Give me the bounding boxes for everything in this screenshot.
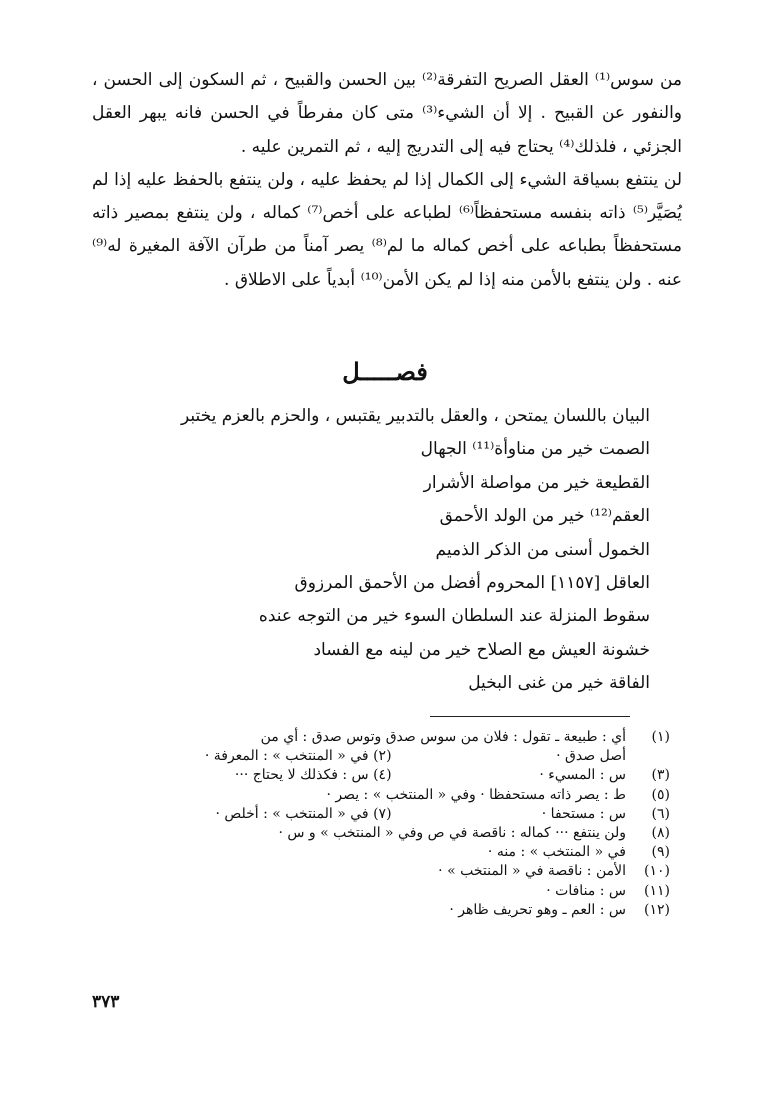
main-text	[92, 64, 682, 297]
footnote-6-7	[70, 805, 670, 824]
saying-line: القطيعة خير من مواصلة الأشرار	[423, 472, 650, 493]
section-heading: فصـــــل	[342, 357, 428, 386]
footnote-number: (١٢)	[644, 901, 670, 918]
footnote-text: في « المنتخب » : أخلص ·	[215, 805, 369, 822]
footnote-text: ط : يصر ذاته مستحفظا · وفي « المنتخب » : يصر ·	[326, 786, 626, 803]
footnote-number: (٢)	[373, 748, 392, 765]
saying-line: الخمول أسنى من الذكر الذميم	[435, 539, 650, 560]
footnote-text: س : منافات ·	[546, 882, 626, 899]
footnote-number: (١)	[651, 729, 670, 745]
footnote-text: س : مستحفا ·	[541, 805, 626, 822]
footnote-number: (٨)	[651, 825, 670, 842]
footnote-5	[70, 786, 670, 805]
footnote-12	[70, 901, 670, 920]
footnote-number: (٧)	[373, 805, 392, 822]
saying-line: العاقل [١١٥٧] المحروم أفضل من الأحمق المرزوق	[294, 573, 650, 594]
sayings-list	[120, 400, 650, 701]
saying-line: خشونة العيش مع الصلاح خير من لينه مع الفساد	[313, 639, 650, 660]
footnotes	[70, 728, 670, 920]
footnote-text: في « المنتخب » : منه ·	[487, 844, 626, 861]
footnote-number: (٩)	[651, 844, 670, 861]
page-number: ٣٧٣	[92, 992, 120, 1012]
footnote-number: (٤)	[373, 767, 392, 784]
saying-line: العقم⁽¹²⁾ خير من الولد الأحمق	[439, 506, 650, 527]
footnote-text: س : العم ـ وهو تحريف ظاهر ·	[449, 901, 626, 918]
footnote-number: (٥)	[651, 786, 670, 803]
saying-line: الفاقة خير من غنى البخيل	[468, 673, 650, 694]
footnote-8	[70, 824, 670, 843]
saying-line: البيان باللسان يمتحن ، والعقل بالتدبير يقتبس ، والحزم بالعزم يختبر	[181, 406, 650, 426]
footnote-1-2	[70, 747, 670, 766]
saying-line: سقوط المنزلة عند السلطان السوء خير من التوجه عنده	[258, 606, 650, 627]
footnote-divider	[430, 716, 630, 717]
footnote-text: في « المنتخب » : المعرفة ·	[204, 748, 369, 765]
footnote-text: س : المسيء ·	[539, 767, 626, 784]
footnote-number: (٣)	[651, 767, 670, 784]
footnote-text: الأمن : ناقصة في « المنتخب » ·	[438, 863, 626, 880]
paragraph-1: من سوس⁽¹⁾ العقل الصريح التفرقة⁽²⁾ بين الحسن والقبيح ، ثم السكون إلى الحسن ، والنفور عن القبيح . إلا أن الشيء⁽³⁾ متى كان مفرطاً في الحسن فانه يبهر العقل الجزئي ، فلذلك⁽⁴⁾ يحتاج فيه إلى التدريج إليه ، ثم التمرين عليه .	[92, 70, 682, 157]
paragraph-2: لن ينتفع بسياقة الشيء إلى الكمال إذا لم يحفظ عليه ، ولن ينتفع بالحفظ عليه إذا لم يُصَيَّر⁽⁵⁾ ذاته بنفسه مستحفظاً⁽⁶⁾ لطباعه على أخص⁽⁷⁾ كماله ، ولن ينتفع بمصير ذاته مستحفظاً بطباعه على أخص كماله ما لم⁽⁸⁾ يصر آمناً من طرآن الآفة المغيرة له⁽⁹⁾ عنه . ولن ينتفع بالأمن منه إذا لم يكن الأمن⁽¹⁰⁾ أبدياً على الاطلاق .	[92, 169, 682, 290]
footnote-number: (٦)	[651, 805, 670, 822]
footnote-text: س : فكذلك لا يحتاج ···	[234, 767, 369, 784]
footnote-1	[70, 728, 670, 747]
footnote-text: أصل صدق ·	[556, 748, 626, 765]
footnote-9	[70, 843, 670, 862]
footnote-number: (١٠)	[644, 863, 670, 880]
footnote-11	[70, 882, 670, 901]
footnote-10	[70, 862, 670, 881]
footnote-text: أي : طبيعة ـ تقول : فلان من سوس صدق وتوس صدق : أي من	[260, 729, 626, 745]
footnote-3-4	[70, 766, 670, 785]
footnote-number: (١١)	[644, 882, 670, 899]
footnote-text: ولن ينتفع ··· كماله : ناقصة في ص وفي « المنتخب » و س ·	[278, 825, 626, 842]
saying-line: الصمت خير من مناوأة⁽¹¹⁾ الجهال	[420, 439, 650, 460]
